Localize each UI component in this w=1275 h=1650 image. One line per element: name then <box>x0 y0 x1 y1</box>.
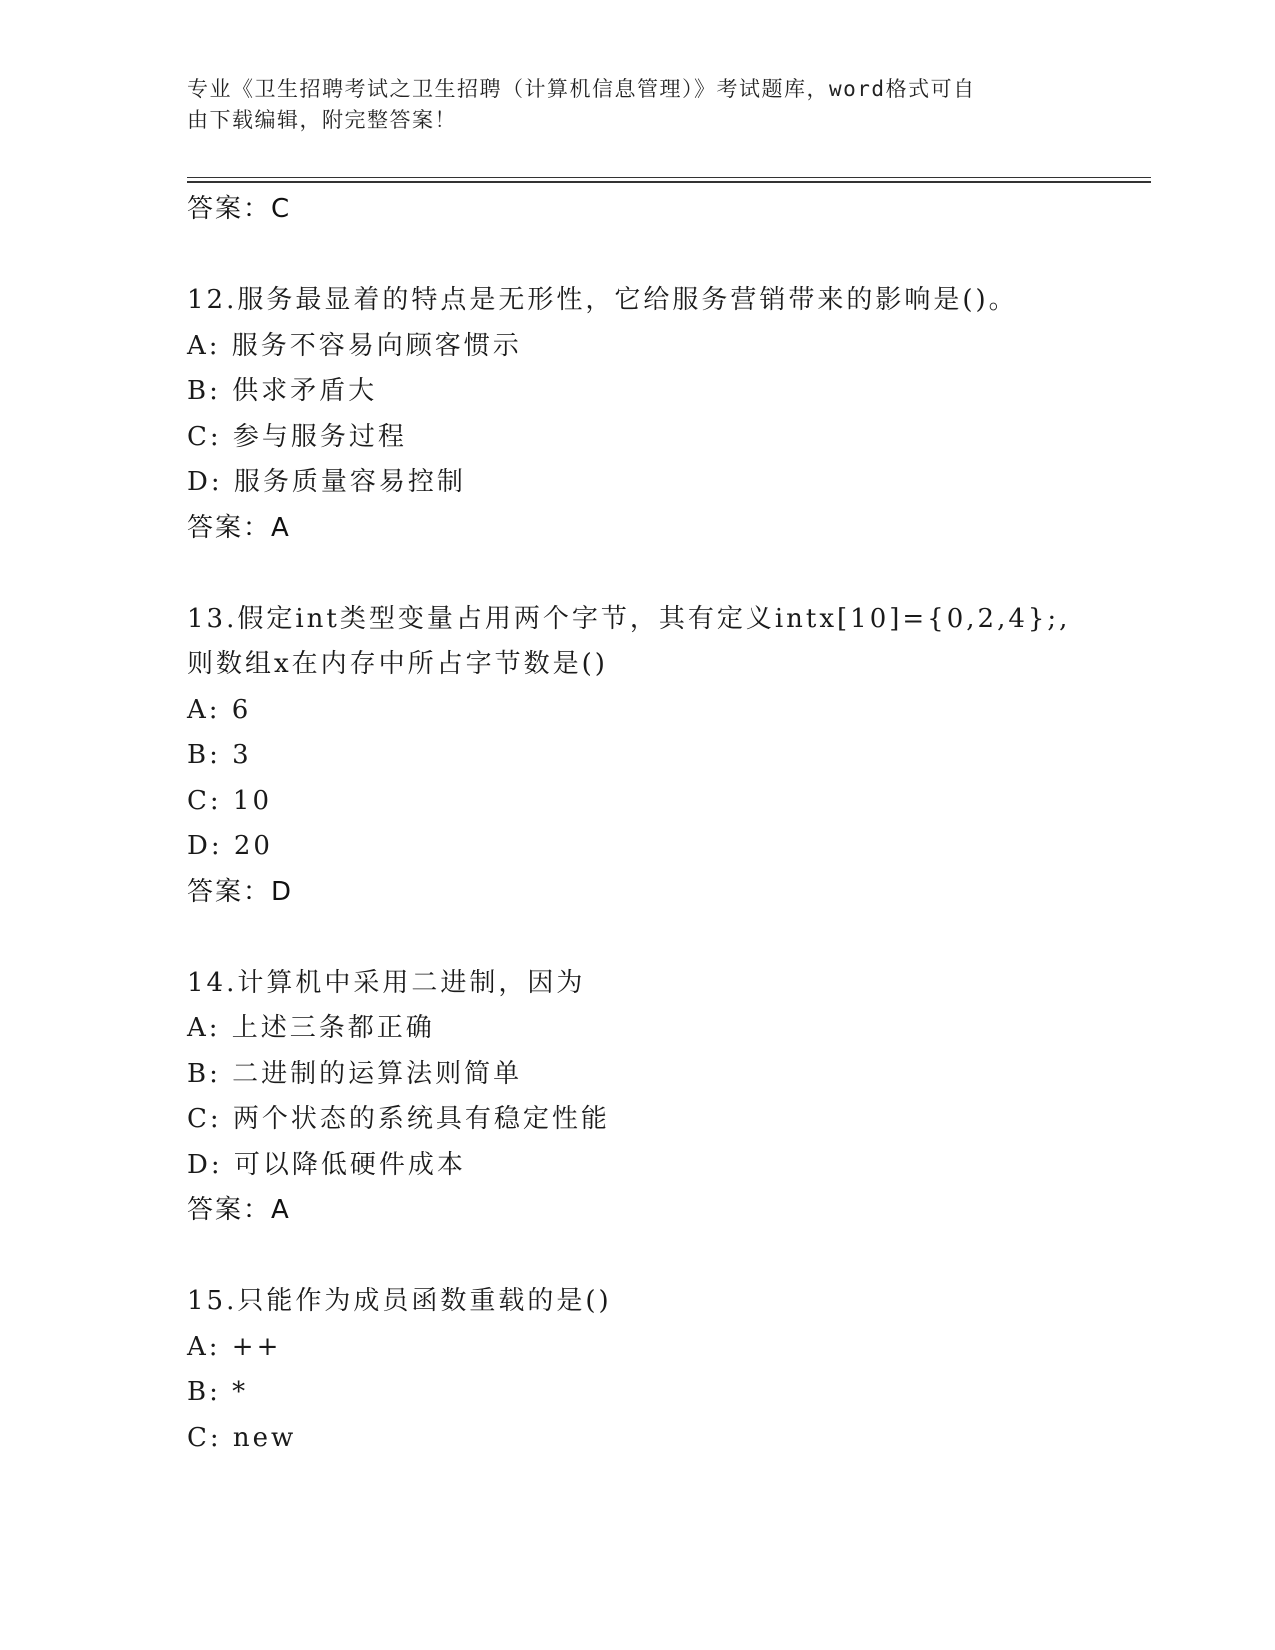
question-text: 13.假定int类型变量占用两个字节，其有定义intx[10]={0,2,4};, <box>187 603 1071 634</box>
option-text: D: 服务质量容易控制 <box>187 467 466 497</box>
header-line-1: 专业《卫生招聘考试之卫生招聘（计算机信息管理）》考试题库，word格式可自 <box>187 77 976 101</box>
block-spacer <box>187 915 1147 961</box>
answer-text: 答案：A <box>187 1195 291 1225</box>
answer-text: 答案：D <box>187 876 294 907</box>
question-text: 14.计算机中采用二进制，因为 <box>187 967 586 998</box>
question-text: 则数组x在内存中所占字节数是() <box>187 649 608 679</box>
block-spacer <box>187 551 1147 597</box>
option-text: C: 两个状态的系统具有稳定性能 <box>187 1104 610 1134</box>
block-spacer <box>187 1234 1147 1280</box>
option-text: A: 服务不容易向顾客惯示 <box>187 330 522 361</box>
question-list <box>187 187 1147 1461</box>
header-line-2: 由下载编辑，附完整答案！ <box>187 108 457 132</box>
block-spacer <box>187 233 1147 279</box>
question-text: 12.服务最显着的特点是无形性，它给服务营销带来的影响是()。 <box>187 285 1018 315</box>
question-block <box>187 961 1147 1234</box>
answer-text: 答案：A <box>187 512 291 543</box>
option-text: D: 20 <box>187 831 273 861</box>
header-rule-thin <box>187 177 1151 178</box>
option-text: C: 参与服务过程 <box>187 421 407 452</box>
document-header <box>187 74 1067 136</box>
question-block <box>187 597 1147 916</box>
question-block <box>187 278 1147 551</box>
option-text: A: 上述三条都正确 <box>187 1013 435 1043</box>
option-text: A: ++ <box>187 1331 282 1362</box>
option-text: C: 10 <box>187 785 273 816</box>
option-text: D: 可以降低硬件成本 <box>187 1149 466 1180</box>
option-text: A: 6 <box>187 694 252 725</box>
option-text: B: 二进制的运算法则简单 <box>187 1058 523 1089</box>
option-text: B: * <box>187 1377 249 1407</box>
question-block <box>187 1279 1147 1461</box>
option-text: C: new <box>187 1422 297 1453</box>
question-text: 15.只能作为成员函数重载的是() <box>187 1286 612 1316</box>
option-text: B: 供求矛盾大 <box>187 376 378 406</box>
question-block <box>187 187 1147 233</box>
header-rule-thick <box>187 181 1151 183</box>
answer-text: 答案：C <box>187 194 292 224</box>
option-text: B: 3 <box>187 740 252 770</box>
